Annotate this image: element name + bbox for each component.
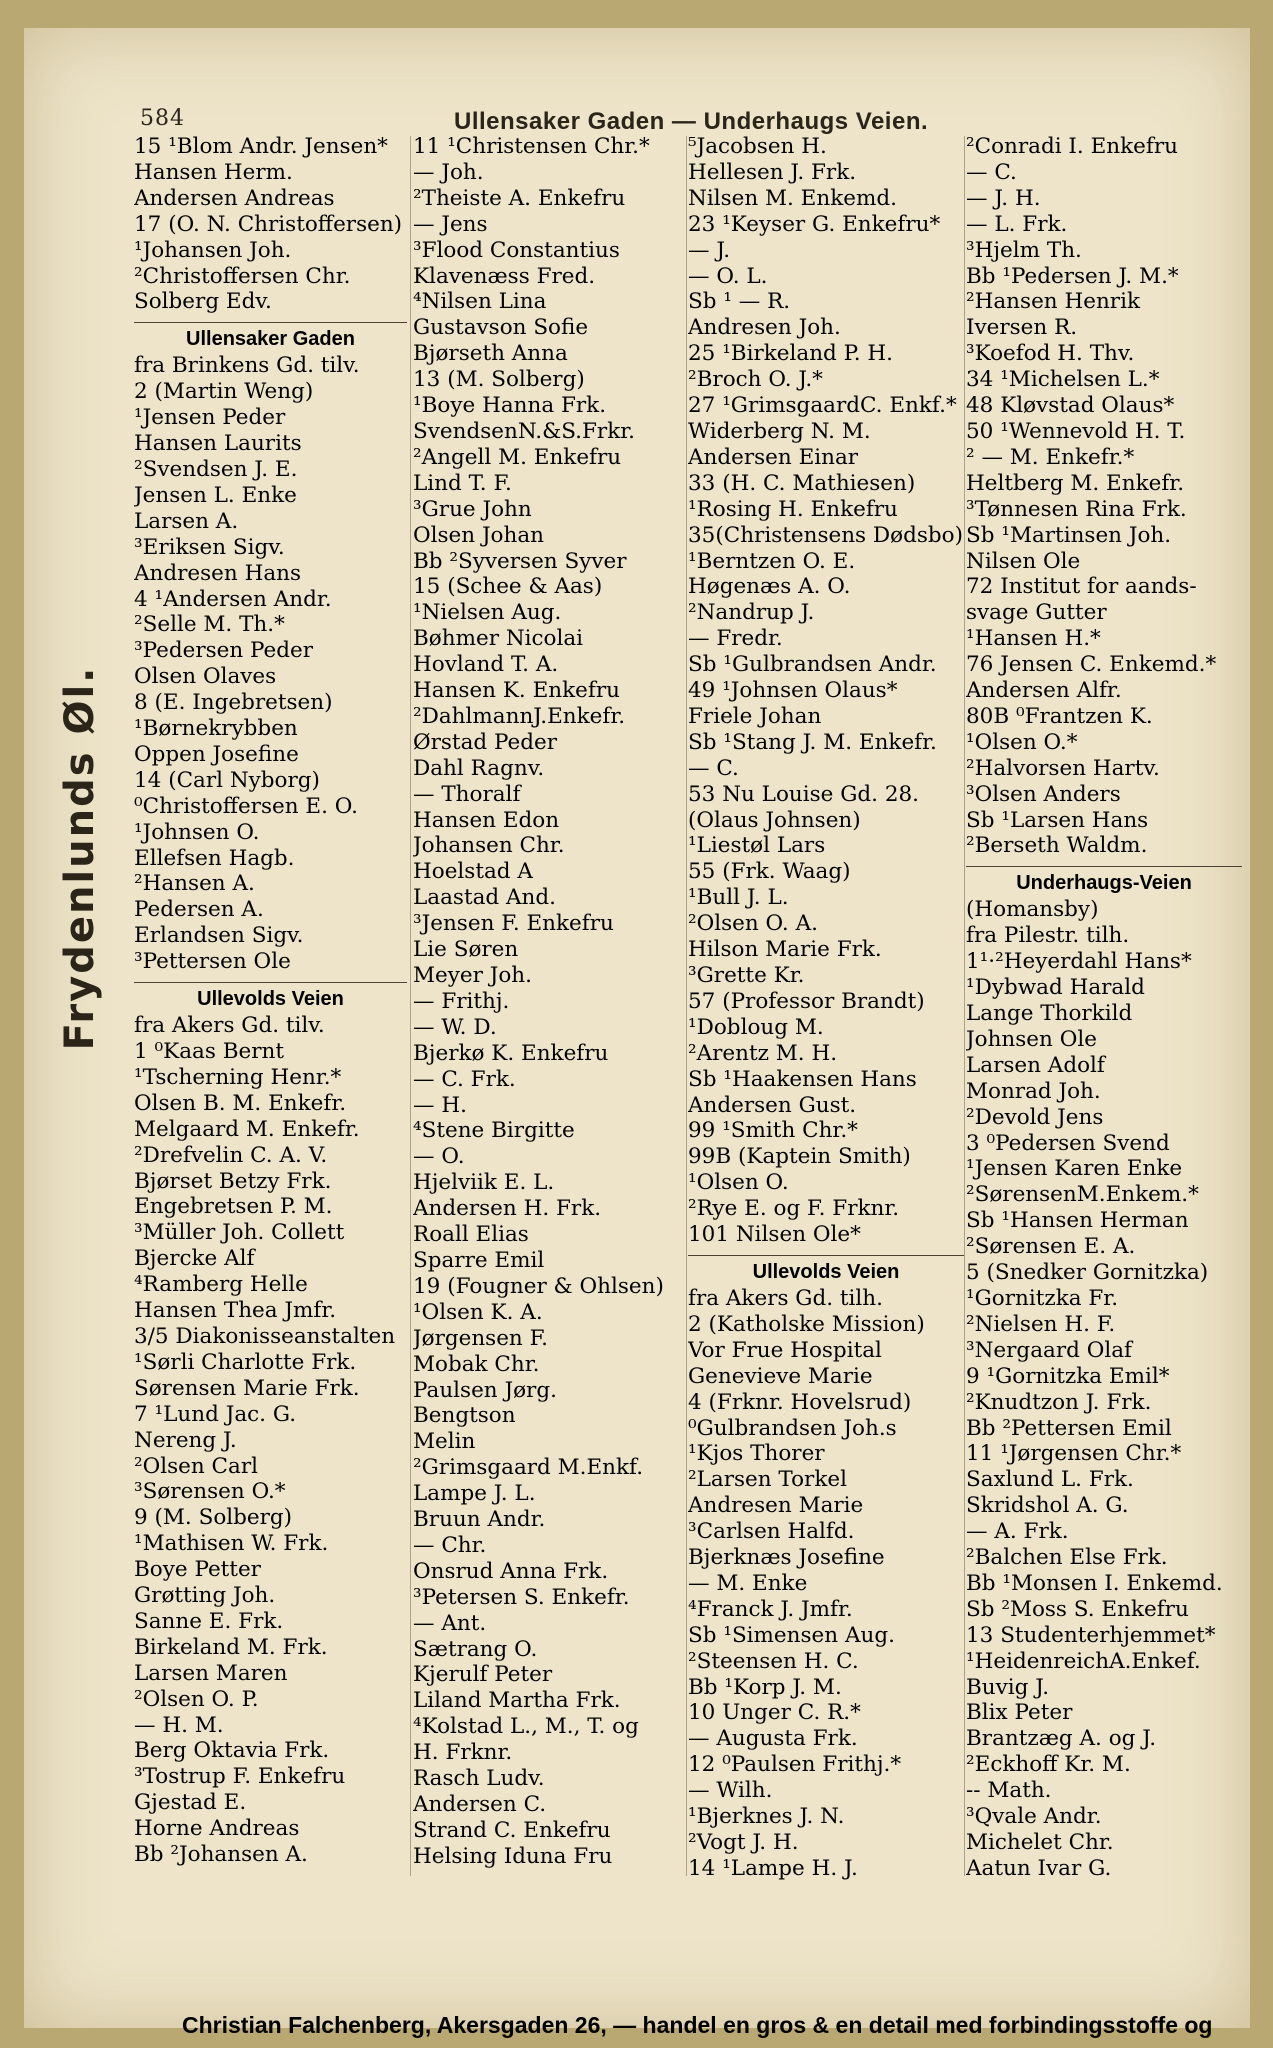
directory-entry: Larsen A. (134, 508, 239, 534)
directory-entry: — C. (966, 159, 1017, 185)
directory-entry: ³Carlsen Halfd. (688, 1519, 855, 1545)
directory-entry: Jensen L. Enke (134, 482, 297, 508)
page-number: 584 (140, 106, 185, 131)
directory-entry: — Fredr. (688, 626, 783, 652)
directory-entry: ¹Bull J. L. (688, 885, 789, 911)
directory-entry: Hjelviik E. L. (413, 1170, 555, 1196)
directory-entry: Sb ¹Martinsen Joh. (966, 522, 1172, 548)
directory-entry: ¹Hansen H.* (966, 626, 1101, 652)
directory-entry: 13 (M. Solberg) (413, 367, 585, 393)
directory-entry: Aatun Ivar G. (966, 1855, 1112, 1881)
directory-entry: ²Rye E. og F. Frknr. (688, 1196, 900, 1222)
directory-entry: 1¹·²Heyerdahl Hans* (966, 949, 1192, 975)
directory-entry: Bb ¹Pedersen J. M.* (966, 263, 1179, 289)
directory-entry: Hilson Marie Frk. (688, 937, 882, 963)
directory-entry: ⁰Gulbrandsen Joh.s (688, 1415, 897, 1441)
directory-entry: (Olaus Johnsen) (688, 807, 861, 833)
directory-entry: Andersen Gust. (688, 1092, 857, 1118)
directory-entry: fra Brinkens Gd. tilv. (134, 353, 360, 379)
directory-entry: ²Hansen A. (134, 871, 255, 897)
directory-entry: — C. (688, 755, 739, 781)
directory-entry: Laastad And. (413, 885, 556, 911)
directory-entry: ¹Nielsen Aug. (413, 600, 562, 626)
directory-entry: Gustavson Sofie (413, 315, 589, 341)
directory-entry: Andersen C. (413, 1792, 547, 1817)
directory-entry: Sb ¹ — R. (688, 289, 791, 315)
directory-entry: Johnsen Ole (966, 1026, 1097, 1052)
directory-entry: ³Müller Joh. Collett (134, 1220, 345, 1246)
directory-entry: ²Selle M. Th.* (134, 612, 285, 638)
directory-entry: ³Grue John (413, 496, 532, 522)
directory-entry: svage Gutter (966, 600, 1107, 626)
directory-entry: ¹Kjos Thorer (688, 1441, 825, 1467)
directory-entry: ²Halvorsen Hartv. (966, 755, 1160, 781)
directory-entry: ³Tønnesen Rina Frk. (966, 496, 1187, 522)
column-4 (966, 134, 1242, 1882)
directory-entry: 34 ¹Michelsen L.* (966, 367, 1160, 393)
directory-entry: Jørgensen F. (413, 1325, 549, 1351)
directory-entry: fra Akers Gd. tilv. (134, 1013, 325, 1039)
directory-entry: Sb ¹Hansen Herman (966, 1208, 1189, 1234)
directory-entry: — W. D. (413, 1014, 497, 1040)
directory-entry: ²SørensenM.Enkem.* (966, 1182, 1199, 1208)
directory-entry: Hansen Laurits (134, 431, 302, 457)
directory-entry: ²Angell M. Enkefru (413, 444, 622, 470)
directory-entry: Bjørseth Anna (413, 341, 568, 367)
directory-entry: ²Nandrup J. (688, 600, 815, 626)
directory-entry: — A. Frk. (966, 1519, 1069, 1545)
directory-entry: ³Hjelm Th. (966, 237, 1082, 263)
directory-entry: Bb ²Johansen A. (134, 1842, 308, 1868)
directory-entry: 48 Kløvstad Olaus* (966, 393, 1175, 419)
directory-entry: 99 ¹Smith Chr.* (688, 1118, 858, 1144)
directory-entry: 57 (Professor Brandt) (688, 988, 925, 1014)
directory-entry: Sb ²Moss S. Enkefru (966, 1596, 1189, 1622)
directory-entry: 55 (Frk. Waag) (688, 859, 851, 885)
directory-entry: — C. Frk. (413, 1066, 516, 1092)
directory-entry: ⁵Jacobsen H. (688, 134, 827, 159)
directory-entry: SvendsenN.&S.Frkr. (413, 418, 635, 444)
directory-entry: Nilsen Ole (966, 548, 1081, 574)
directory-entry: ¹Dybwad Harald (966, 975, 1145, 1001)
directory-entry: Michelet Chr. (966, 1830, 1114, 1855)
directory-entry: 10 Unger C. R.* (688, 1700, 861, 1726)
directory-entry: — L. Frk. (966, 211, 1068, 237)
street-heading: Ullevolds Veien (134, 982, 407, 1013)
directory-entry: Bjørset Betzy Frk. (134, 1168, 332, 1194)
directory-entry: ³Jensen F. Enkefru (413, 911, 614, 937)
directory-entry: Sanne E. Frk. (134, 1608, 284, 1634)
directory-entry: ¹Gornitzka Fr. (966, 1285, 1119, 1311)
directory-entry: 11 ¹Jørgensen Chr.* (966, 1441, 1182, 1467)
directory-entry: Sparre Emil (413, 1247, 545, 1273)
directory-entry: 14 ¹Lampe H. J. (688, 1855, 858, 1881)
directory-entry: — Ant. (413, 1610, 487, 1636)
directory-entry: Erlandsen Sigv. (134, 923, 304, 949)
directory-entry: 25 ¹Birkeland P. H. (688, 341, 894, 367)
directory-entry: Sætrang O. (413, 1636, 538, 1662)
directory-entry: — Augusta Frk. (688, 1726, 858, 1752)
directory-entry: — Wilh. (688, 1778, 773, 1804)
directory-entry: 13 Studenterhjemmet* (966, 1622, 1216, 1648)
directory-entry: — Thoralf (413, 781, 521, 807)
directory-entry: — O. (413, 1144, 465, 1170)
directory-entry: 19 (Fougner & Ohlsen) (413, 1273, 664, 1299)
directory-entry: Hansen Herm. (134, 159, 293, 185)
directory-entry: ³Flood Constantius (413, 237, 620, 263)
directory-entry: Andersen Einar (688, 444, 859, 470)
directory-entry: Sørensen Marie Frk. (134, 1375, 360, 1401)
directory-entry: — Joh. (413, 159, 484, 185)
directory-entry: ¹Berntzen O. E. (688, 548, 856, 574)
directory-entry: Hansen K. Enkefru (413, 678, 620, 704)
directory-entry: ²Drefvelin C. A. V. (134, 1142, 328, 1168)
directory-entry: ²Berseth Waldm. (966, 833, 1148, 859)
directory-entry: ¹Jensen Karen Enke (966, 1156, 1183, 1182)
street-heading: Ullevolds Veien (688, 1255, 964, 1286)
directory-entry: Oppen Josefine (134, 741, 299, 767)
street-heading: Ullensaker Gaden (134, 322, 407, 353)
directory-entry: ²Olsen Carl (134, 1453, 258, 1479)
directory-entry: ²Eckhoff Kr. M. (966, 1752, 1131, 1778)
directory-entry: ²Conradi I. Enkefru (966, 134, 1178, 159)
directory-entry: ²Hansen Henrik (966, 289, 1140, 315)
directory-entry: — J. (688, 237, 731, 263)
directory-entry: Brantzæg A. og J. (966, 1726, 1157, 1752)
directory-entry: Melgaard M. Enkefr. (134, 1116, 360, 1142)
directory-entry: Gjestad E. (134, 1790, 247, 1816)
directory-entry: Paulsen Jørg. (413, 1377, 557, 1403)
directory-entry: Mobak Chr. (413, 1351, 540, 1377)
column-3 (688, 134, 964, 1882)
directory-entry: ¹Mathisen W. Frk. (134, 1531, 329, 1557)
directory-entry: Ørstad Peder (413, 729, 557, 755)
directory-entry: fra Akers Gd. tilh. (688, 1285, 883, 1311)
directory-entry: Lie Søren (413, 937, 519, 963)
directory-entry: Genevieve Marie (688, 1363, 873, 1389)
column-rule (964, 136, 965, 1876)
directory-entry: Blix Peter (966, 1700, 1073, 1726)
directory-entry: 15 (Schee & Aas) (413, 574, 603, 600)
directory-entry: Boye Petter (134, 1557, 261, 1583)
directory-entry: Sb ¹Simensen Aug. (688, 1622, 895, 1648)
directory-entry: Høgenæs A. O. (688, 574, 851, 600)
directory-entry: Larsen Adolf (966, 1052, 1105, 1078)
directory-entry: — J. H. (966, 185, 1041, 211)
directory-entry: Lampe J. L. (413, 1481, 536, 1507)
directory-entry: ³Qvale Andr. (966, 1804, 1102, 1830)
directory-entry: 9 (M. Solberg) (134, 1505, 293, 1531)
directory-entry: ³Sørensen O.* (134, 1479, 286, 1505)
directory-entry: ²Olsen O. A. (688, 911, 818, 937)
directory-entry: Sb ¹Stang J. M. Enkefr. (688, 729, 937, 755)
directory-entry: 99B (Kaptein Smith) (688, 1144, 911, 1170)
directory-entry: Andersen H. Frk. (413, 1196, 602, 1222)
directory-entry: Iversen R. (966, 315, 1078, 341)
directory-entry: Hansen Thea Jmfr. (134, 1298, 337, 1324)
directory-entry: Olsen Olaves (134, 664, 277, 690)
directory-entry: Klavenæss Fred. (413, 263, 596, 289)
directory-entry: 9 ¹Gornitzka Emil* (966, 1363, 1170, 1389)
directory-entry: 2 (Katholske Mission) (688, 1311, 925, 1337)
directory-entry: Bruun Andr. (413, 1507, 546, 1533)
directory-entry: 3/5 Diakonisseanstalten (134, 1323, 396, 1349)
directory-entry: Helsing Iduna Fru (413, 1843, 613, 1869)
directory-entry: ³Petersen S. Enkefr. (413, 1584, 630, 1610)
column-2 (413, 134, 683, 1870)
directory-entry: 2 (Martin Weng) (134, 379, 314, 405)
directory-entry: — H. (413, 1092, 467, 1118)
directory-entry: Lind T. F. (413, 470, 512, 496)
directory-entry: ²Nielsen H. F. (966, 1311, 1116, 1337)
directory-entry: ⁴Franck J. Jmfr. (688, 1596, 853, 1622)
directory-entry: Skridshol A. G. (966, 1493, 1129, 1519)
directory-entry: 33 (H. C. Mathiesen) (688, 470, 916, 496)
directory-entry: ³Nergaard Olaf (966, 1337, 1132, 1363)
directory-entry: ³Tostrup F. Enkefru (134, 1764, 346, 1790)
directory-entry: Strand C. Enkefru (413, 1817, 611, 1843)
directory-entry: ¹Sørli Charlotte Frk. (134, 1349, 357, 1375)
directory-entry: — H. M. (134, 1712, 224, 1738)
directory-entry: Andersen Alfr. (966, 678, 1122, 704)
directory-entry: ⁴Kolstad L., M., T. og (413, 1714, 639, 1740)
directory-entry: 1 ⁰Kaas Bernt (134, 1039, 284, 1064)
directory-entry: 4 ¹Andersen Andr. (134, 586, 332, 612)
directory-entry: ¹Jensen Peder (134, 405, 286, 431)
directory-entry: Onsrud Anna Frk. (413, 1558, 609, 1584)
directory-entry: ¹HeidenreichA.Enkef. (966, 1648, 1201, 1674)
directory-entry: ²Svendsen J. E. (134, 456, 298, 482)
directory-entry: Engebretsen P. M. (134, 1194, 333, 1220)
directory-entry: Dahl Ragnv. (413, 755, 545, 781)
directory-entry: Kjerulf Peter (413, 1662, 553, 1688)
directory-entry: ²Vogt J. H. (688, 1830, 799, 1855)
directory-entry: Solberg Edv. (134, 289, 272, 315)
directory-entry: 27 ¹GrimsgaardC. Enkf.* (688, 393, 957, 419)
column-1 (134, 134, 407, 1868)
directory-entry: Roall Elias (413, 1222, 529, 1248)
directory-entry: H. Frknr. (413, 1740, 513, 1766)
directory-entry: Widerberg N. M. (688, 418, 871, 444)
directory-entry: Larsen Maren (134, 1660, 288, 1686)
directory-entry: -- Math. (966, 1778, 1052, 1804)
directory-entry: Bb ¹Monsen I. Enkemd. (966, 1570, 1223, 1596)
directory-entry: ³Pettersen Ole (134, 949, 291, 975)
directory-entry: Hovland T. A. (413, 652, 559, 678)
directory-entry: ²DahlmannJ.Enkefr. (413, 703, 626, 729)
directory-entry: Pedersen A. (134, 897, 264, 923)
directory-entry: Hansen Edon (413, 807, 560, 833)
directory-entry: ¹Johansen Joh. (134, 237, 292, 263)
directory-entry: Saxlund L. Frk. (966, 1467, 1134, 1493)
directory-entry: Olsen B. M. Enkefr. (134, 1090, 347, 1116)
directory-entry: 7 ¹Lund Jac. G. (134, 1401, 297, 1427)
directory-entry: Sb ¹Haakensen Hans (688, 1066, 917, 1092)
directory-entry: 8 (E. Ingebretsen) (134, 690, 333, 716)
directory-entry: ¹Olsen O. (688, 1170, 789, 1196)
street-heading: Underhaugs-Veien (966, 866, 1242, 897)
directory-entry: — Frithj. (413, 988, 510, 1014)
directory-entry: ²Christoffersen Chr. (134, 263, 351, 289)
directory-entry: Lange Thorkild (966, 1001, 1133, 1026)
directory-entry: 23 ¹Keyser G. Enkefru* (688, 211, 941, 237)
directory-entry: ¹Rosing H. Enkefru (688, 496, 898, 522)
directory-entry: Vor Frue Hospital (688, 1337, 882, 1363)
directory-entry: Bb ¹Korp J. M. (688, 1674, 842, 1700)
column-rule (686, 136, 687, 1876)
directory-entry: 4 (Frknr. Hovelsrud) (688, 1389, 912, 1415)
directory-entry: — O. L. (688, 263, 768, 289)
column-rule (410, 136, 411, 1876)
directory-entry: 14 (Carl Nyborg) (134, 767, 320, 793)
directory-entry: Bb ²Pettersen Emil (966, 1415, 1172, 1441)
directory-entry: Sb ¹Gulbrandsen Andr. (688, 652, 937, 678)
directory-entry: ⁴Nilsen Lina (413, 289, 547, 315)
directory-entry: — M. Enke (688, 1570, 808, 1596)
directory-entry: ²Theiste A. Enkefru (413, 185, 626, 211)
directory-entry: ²Devold Jens (966, 1104, 1104, 1130)
directory-entry: Meyer Joh. (413, 963, 532, 988)
directory-entry: ¹Johnsen O. (134, 819, 260, 845)
directory-entry: 101 Nilsen Ole* (688, 1222, 861, 1248)
directory-entry: Bjerkø K. Enkefru (413, 1040, 609, 1066)
directory-entry: 11 ¹Christensen Chr.* (413, 134, 650, 159)
directory-entry: ¹Bjerknes J. N. (688, 1804, 845, 1830)
directory-entry: 12 ⁰Paulsen Frithj.* (688, 1752, 902, 1778)
directory-entry: 72 Institut for aands- (966, 574, 1197, 600)
directory-entry: 50 ¹Wennevold H. T. (966, 418, 1186, 444)
directory-entry: ²Olsen O. P. (134, 1686, 259, 1712)
directory-entry: Bøhmer Nicolai (413, 626, 584, 652)
directory-entry: 35(Christensens Dødsbo) (688, 522, 963, 548)
directory-entry: Rasch Ludv. (413, 1766, 545, 1792)
directory-entry: ²Sørensen E. A. (966, 1234, 1136, 1260)
directory-entry: Bb ²Syversen Syver (413, 548, 627, 574)
running-head: Ullensaker Gaden — Underhaugs Veien. (454, 108, 929, 135)
directory-entry: ² — M. Enkefr.* (966, 444, 1135, 470)
directory-entry: ¹Liestøl Lars (688, 833, 826, 859)
directory-entry: Olsen Johan (413, 522, 545, 548)
directory-entry: Melin (413, 1429, 476, 1455)
directory-entry: 15 ¹Blom Andr. Jensen* (134, 134, 388, 159)
footer-advertisement: Christian Falchenberg, Akersgaden 26, — handel en gros & en detail med forbindingsstoffe og (182, 2012, 1213, 2038)
directory-entry: Bjercke Alf (134, 1246, 255, 1272)
directory-entry: 76 Jensen C. Enkemd.* (966, 652, 1217, 678)
directory-entry: ³Koefod H. Thv. (966, 341, 1135, 367)
directory-entry: Johansen Chr. (413, 833, 565, 859)
directory-entry: Grøtting Joh. (134, 1583, 276, 1609)
directory-entry: ¹Boye Hanna Frk. (413, 393, 607, 419)
directory-entry: ⁰Christoffersen E. O. (134, 793, 358, 819)
directory-entry: Andresen Joh. (688, 315, 841, 341)
directory-entry: ⁴Ramberg Helle (134, 1272, 308, 1298)
directory-entry: Friele Johan (688, 703, 822, 729)
directory-entry: — Chr. (413, 1532, 487, 1558)
directory-entry: ¹Olsen K. A. (413, 1299, 543, 1325)
directory-entry: Andersen Andreas (134, 185, 335, 211)
directory-entry: ³Grette Kr. (688, 963, 805, 988)
directory-entry: — Jens (413, 211, 488, 237)
directory-entry: ²Knudtzon J. Frk. (966, 1389, 1152, 1415)
directory-entry: ¹Olsen O.* (966, 729, 1078, 755)
directory-entry: Birkeland M. Frk. (134, 1634, 328, 1660)
directory-entry: 3 ⁰Pedersen Svend (966, 1130, 1170, 1156)
directory-entry: ²Arentz M. H. (688, 1040, 838, 1066)
directory-entry: Sb ¹Larsen Hans (966, 807, 1149, 833)
directory-entry: Hellesen J. Frk. (688, 159, 857, 185)
directory-entry: 17 (O. N. Christoffersen) (134, 211, 403, 237)
directory-entry: fra Pilestr. tilh. (966, 923, 1130, 949)
directory-entry: ²Steensen H. C. (688, 1648, 859, 1674)
directory-entry: 5 (Snedker Gornitzka) (966, 1260, 1209, 1286)
directory-entry: Ellefsen Hagb. (134, 845, 295, 871)
directory-entry: 53 Nu Louise Gd. 28. (688, 781, 920, 807)
directory-entry: ¹Børnekrybben (134, 716, 298, 742)
directory-entry: Horne Andreas (134, 1816, 300, 1842)
directory-entry: ¹Dobloug M. (688, 1014, 824, 1040)
directory-entry: Bengtson (413, 1403, 516, 1429)
directory-entry: ²Grimsgaard M.Enkf. (413, 1455, 644, 1481)
directory-entry: ²Larsen Torkel (688, 1467, 847, 1493)
directory-entry: Buvig J. (966, 1674, 1050, 1700)
directory-entry: ³Olsen Anders (966, 781, 1121, 807)
directory-entry: Liland Martha Frk. (413, 1688, 621, 1714)
directory-entry: ¹Tscherning Henr.* (134, 1064, 342, 1090)
directory-entry: Monrad Joh. (966, 1078, 1101, 1104)
directory-entry: ³Pedersen Peder (134, 638, 314, 664)
directory-entry: Bjerknæs Josefine (688, 1545, 885, 1571)
directory-entry: (Homansby) (966, 897, 1099, 923)
directory-entry: ²Broch O. J.* (688, 367, 823, 393)
directory-entry: Hoelstad A (413, 859, 533, 885)
directory-entry: ³Eriksen Sigv. (134, 534, 285, 560)
directory-entry: 80B ⁰Frantzen K. (966, 703, 1153, 729)
directory-entry: Nilsen M. Enkemd. (688, 185, 897, 211)
directory-entry: ²Balchen Else Frk. (966, 1545, 1168, 1571)
directory-entry: Andresen Hans (134, 560, 302, 586)
vertical-advertisement: Frydenlunds Øl. (57, 665, 103, 1051)
directory-entry: Andresen Marie (688, 1493, 864, 1519)
directory-entry: Berg Oktavia Frk. (134, 1738, 330, 1764)
directory-entry: Nereng J. (134, 1427, 237, 1453)
directory-entry: Heltberg M. Enkefr. (966, 470, 1185, 496)
directory-entry: 49 ¹Johnsen Olaus* (688, 678, 898, 704)
directory-entry: ⁴Stene Birgitte (413, 1118, 575, 1144)
